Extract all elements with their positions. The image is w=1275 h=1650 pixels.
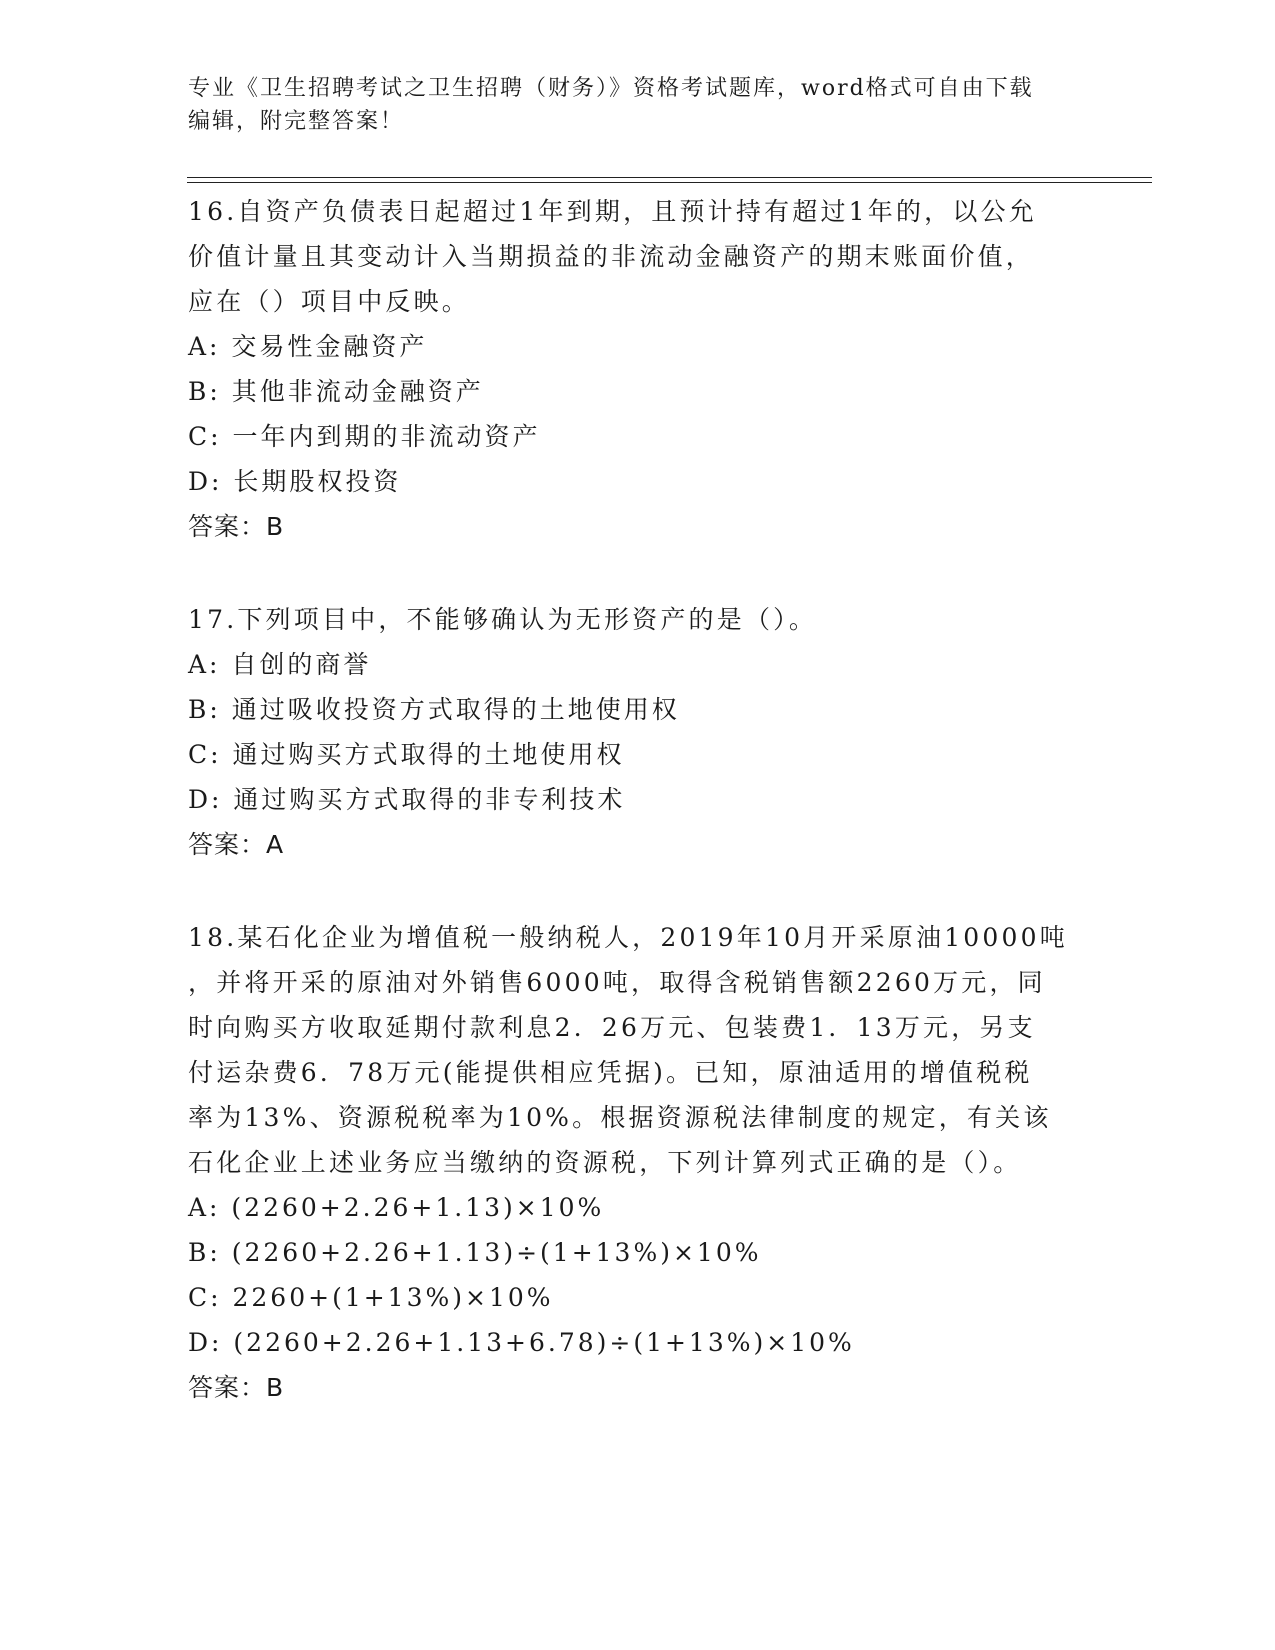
question-16-line-1: 16.自资产负债表日起超过1年到期，且预计持有超过1年的，以公允: [188, 197, 1037, 226]
question-18-line-2: ，并将开采的原油对外销售6000吨，取得含税销售额2260万元，同: [188, 968, 1046, 997]
question-17-text: [188, 597, 1068, 642]
question-17-line-1: 17.下列项目中，不能够确认为无形资产的是（）。: [188, 605, 818, 634]
question-18-line-3: 时向购买方收取延期付款利息2．26万元、包装费1．13万元，另支: [188, 1013, 1036, 1042]
question-16-option-d: D: 长期股权投资: [188, 467, 402, 496]
question-16-line-3: 应在（）项目中反映。: [188, 287, 471, 316]
header-line-1: 专业《卫生招聘考试之卫生招聘（财务）》资格考试题库，word格式可自由下载: [188, 76, 1034, 101]
question-17-answer: 答案：A: [188, 830, 285, 859]
question-16-option-b: B: 其他非流动金融资产: [188, 377, 484, 406]
question-16: [188, 189, 1068, 549]
question-18-option-c: C: 2260+(1+13%)×10%: [188, 1283, 554, 1312]
question-16-option-c: C: 一年内到期的非流动资产: [188, 422, 541, 451]
header-divider-top: [187, 177, 1152, 178]
question-18-option-b: B: (2260+2.26+1.13)÷(1+13%)×10%: [188, 1238, 762, 1267]
question-16-line-2: 价值计量且其变动计入当期损益的非流动金融资产的期末账面价值，: [188, 242, 1035, 271]
question-18-text: [188, 915, 1068, 1185]
question-18-answer: 答案：B: [188, 1373, 285, 1402]
question-18-line-5: 率为13%、资源税税率为10%。根据资源税法律制度的规定，有关该: [188, 1103, 1052, 1132]
question-18-line-6: 石化企业上述业务应当缴纳的资源税，下列计算列式正确的是（）。: [188, 1148, 1022, 1177]
question-17-option-a: A: 自创的商誉: [188, 650, 372, 679]
question-17-option-c: C: 通过购买方式取得的土地使用权: [188, 740, 625, 769]
question-18-line-4: 付运杂费6．78万元(能提供相应凭据)。已知，原油适用的增值税税: [188, 1058, 1033, 1087]
question-17: [188, 597, 1068, 867]
question-16-answer: 答案：B: [188, 512, 285, 541]
document-header: [188, 72, 1068, 138]
header-line-2: 编辑，附完整答案！: [188, 109, 405, 134]
question-16-option-a: A: 交易性金融资产: [188, 332, 428, 361]
question-17-option-d: D: 通过购买方式取得的非专利技术: [188, 785, 626, 814]
question-18-line-1: 18.某石化企业为增值税一般纳税人，2019年10月开采原油10000吨: [188, 923, 1068, 952]
header-divider-bottom: [187, 182, 1152, 183]
question-17-option-b: B: 通过吸收投资方式取得的土地使用权: [188, 695, 680, 724]
question-18: [188, 915, 1068, 1410]
question-16-text: [188, 189, 1068, 324]
question-18-option-a: A: (2260+2.26+1.13)×10%: [188, 1193, 605, 1222]
question-18-option-d: D: (2260+2.26+1.13+6.78)÷(1+13%)×10%: [188, 1328, 855, 1357]
